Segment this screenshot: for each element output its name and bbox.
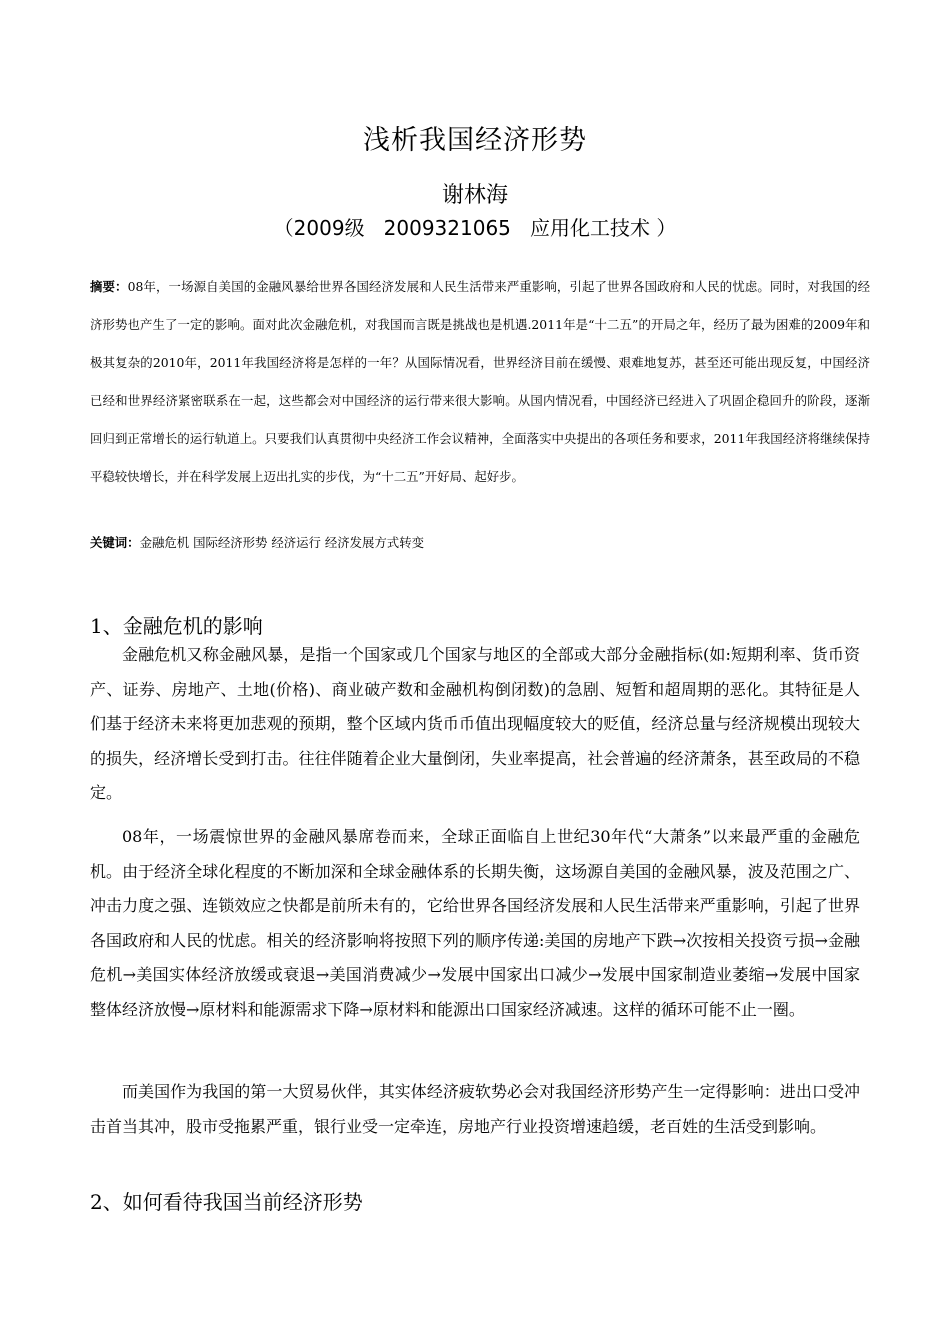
paper-title: 浅析我国经济形势 bbox=[363, 125, 587, 156]
keywords-label: 关键词： bbox=[90, 535, 140, 550]
section-heading-1: 1、金融危机的影响 bbox=[90, 614, 263, 638]
author-affiliation: （2009级 2009321065 应用化工技术 ） bbox=[273, 216, 677, 240]
abstract-label: 摘要： bbox=[90, 279, 128, 294]
section-1-paragraph-1: 金融危机又称金融风暴，是指一个国家或几个国家与地区的全部或大部分金融指标(如:短期利率、货币资产、证券、房地产、土地(价格)、商业破产数和金融机构倒闭数)的急剧、短暂和超周期的恶化。其特征是人们基于经济未来将更加悲观的预期，整个区域内货币币值出现幅度较大的贬值，经济总量与经济规模出现较大的损失，经济增长受到打击。往往伴随着企业大量倒闭，失业率提高，社会普遍的经济萧条，甚至政局的不稳定。 bbox=[90, 645, 860, 802]
author-name: 谢林海 bbox=[441, 183, 508, 208]
keywords bbox=[90, 528, 870, 558]
abstract bbox=[90, 268, 870, 496]
section-1-paragraph-3: 而美国作为我国的第一大贸易伙伴，其实体经济疲软势必会对我国经济形势产生一定得影响：进出口受冲击首当其冲，股市受拖累严重，银行业受一定牵连，房地产行业投资增速趋缓，老百姓的生活受到影响。 bbox=[90, 1082, 860, 1136]
section-heading-2: 2、如何看待我国当前经济形势 bbox=[90, 1190, 363, 1214]
section-1-paragraph-2: 08年，一场震惊世界的金融风暴席卷而来，全球正面临自上世纪30年代“大萧条”以来最严重的金融危机。由于经济全球化程度的不断加深和全球金融体系的长期失衡，这场源自美国的金融风暴，波及范围之广、冲击力度之强、连锁效应之快都是前所未有的，它给世界各国经济发展和人民生活带来严重影响，引起了世界各国政府和人民的忧虑。相关的经济影响将按照下列的顺序传递:美国的房地产下跌→次按相关投资亏损→金融危机→美国实体经济放缓或衰退→美国消费减少→发展中国家出口减少→发展中国家制造业萎缩→发展中国家整体经济放慢→原材料和能源需求下降→原材料和能源出口国家经济减速。这样的循环可能不止一圈。 bbox=[90, 827, 860, 1019]
keywords-text: 金融危机 国际经济形势 经济运行 经济发展方式转变 bbox=[139, 535, 424, 550]
abstract-text: 08年，一场源自美国的金融风暴给世界各国经济发展和人民生活带来严重影响，引起了世界各国政府和人民的忧虑。同时，对我国的经济形势也产生了一定的影响。面对此次金融危机，对我国而言既是挑战也是机遇.2011年是“十二五”的开局之年，经历了最为困难的2009年和极其复杂的2010年，2011年我国经济将是怎样的一年？从国际情况看，世界经济目前在缓慢、艰难地复苏，甚至还可能出现反复，中国经济已经和世界经济紧密联系在一起，这些都会对中国经济的运行带来很大影响。从国内情况看，中国经济已经进入了巩固企稳回升的阶段，逐渐回归到正常增长的运行轨道上。只要我们认真贯彻中央经济工作会议精神，全面落实中央提出的各项任务和要求，2011年我国经济将继续保持平稳较快增长，并在科学发展上迈出扎实的步伐，为“十二五”开好局、起好步。 bbox=[90, 279, 870, 484]
